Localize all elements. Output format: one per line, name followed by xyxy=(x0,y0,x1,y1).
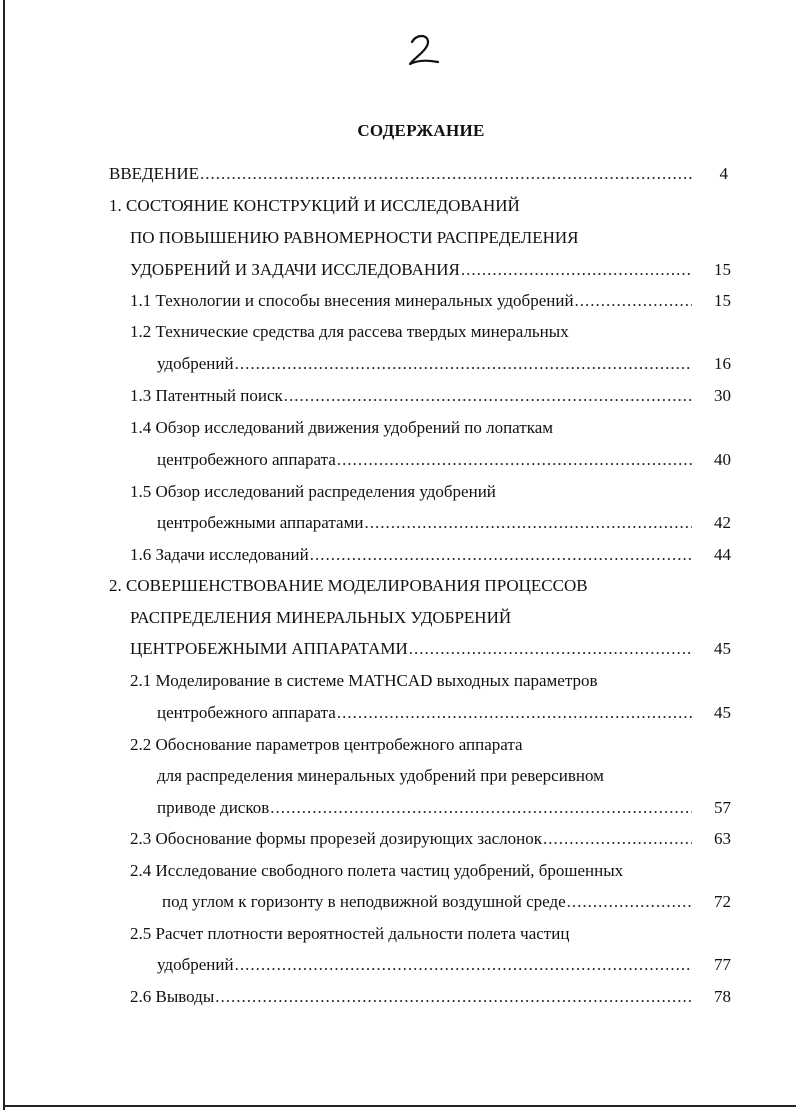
leader-dots xyxy=(543,827,692,851)
toc-entry-text: УДОБРЕНИЙ И ЗАДАЧИ ИССЛЕДОВАНИЯ xyxy=(130,260,460,279)
toc-entry[interactable] xyxy=(157,796,692,820)
toc-entry-text: удобрений xyxy=(157,354,234,373)
toc-entry-page: 57 xyxy=(714,798,731,817)
toc-entry-page: 63 xyxy=(714,829,731,848)
leader-dots xyxy=(235,352,692,376)
toc-entry-text: 1.5 Обзор исследований распределения удобрений xyxy=(130,482,496,501)
toc-entry[interactable] xyxy=(109,162,692,186)
toc-entry-text: 1.1 Технологии и способы внесения минеральных удобрений xyxy=(130,291,574,310)
toc-entry-page: 45 xyxy=(714,703,731,722)
leader-dots xyxy=(409,637,692,661)
toc-entry[interactable] xyxy=(130,922,710,946)
toc-entry[interactable] xyxy=(130,289,692,313)
toc-entry-page: 78 xyxy=(714,987,731,1006)
toc-entry-page: 45 xyxy=(714,639,731,658)
toc-entry-text: 2.1 Моделирование в системе MATHCAD выходных параметров xyxy=(130,671,598,690)
toc-entry[interactable] xyxy=(130,226,710,250)
toc-entry-page: 4 xyxy=(719,164,728,183)
toc-entry-page: 42 xyxy=(714,513,731,532)
toc-entry-page: 72 xyxy=(714,892,731,911)
toc-entry[interactable] xyxy=(130,859,730,883)
toc-entry-text: приводе дисков xyxy=(157,798,270,817)
page-bottom-border xyxy=(3,1105,796,1107)
toc-entry[interactable] xyxy=(130,543,692,567)
toc-entry-text: центробежными аппаратами xyxy=(157,513,364,532)
leader-dots xyxy=(270,796,692,820)
toc-entry[interactable] xyxy=(130,637,692,661)
leader-dots xyxy=(337,701,692,725)
toc-entry-page: 44 xyxy=(714,545,731,564)
toc-entry-text: 2.2 Обоснование параметров центробежного аппарата xyxy=(130,735,523,754)
toc-entry[interactable] xyxy=(157,764,717,788)
toc-entry[interactable] xyxy=(162,890,692,914)
leader-dots xyxy=(200,162,692,186)
toc-entry[interactable] xyxy=(130,416,710,440)
leader-dots xyxy=(235,953,692,977)
toc-entry[interactable] xyxy=(109,574,729,598)
leader-dots xyxy=(461,258,692,282)
toc-entry-text: 1.3 Патентный поиск xyxy=(130,386,283,405)
toc-entry-text: 2.4 Исследование свободного полета частиц удобрений, брошенных xyxy=(130,861,624,880)
toc-entry-text: центробежного аппарата xyxy=(157,703,336,722)
toc-entry[interactable] xyxy=(157,953,692,977)
toc-entry[interactable] xyxy=(130,733,710,757)
leader-dots xyxy=(284,384,692,408)
toc-entry-text: 2.3 Обоснование формы прорезей дозирующих заслонок xyxy=(130,829,543,848)
leader-dots xyxy=(310,543,692,567)
toc-entry-text: ЦЕНТРОБЕЖНЫМИ АППАРАТАМИ xyxy=(130,639,408,658)
toc-entry-text: 2.6 Выводы xyxy=(130,987,215,1006)
toc-entry[interactable] xyxy=(157,511,692,535)
toc-entry-text: 2.5 Расчет плотности вероятностей дальности полета частиц xyxy=(130,924,570,943)
page-left-border xyxy=(3,0,5,1110)
toc-entry[interactable] xyxy=(157,352,692,376)
toc-entry[interactable] xyxy=(130,606,710,630)
toc-entry-text: под углом к горизонту в неподвижной воздушной среде xyxy=(162,892,566,911)
toc-entry[interactable] xyxy=(130,258,692,282)
toc-entry-text: ПО ПОВЫШЕНИЮ РАВНОМЕРНОСТИ РАСПРЕДЕЛЕНИЯ xyxy=(130,228,579,247)
toc-entry-text: ВВЕДЕНИЕ xyxy=(109,164,199,183)
toc-entry-text: 1.6 Задачи исследований xyxy=(130,545,309,564)
toc-entry-page: 77 xyxy=(714,955,731,974)
toc-entry-text: 2. СОВЕРШЕНСТВОВАНИЕ МОДЕЛИРОВАНИЯ ПРОЦЕССОВ xyxy=(109,576,588,595)
leader-dots xyxy=(364,511,692,535)
toc-entry-page: 16 xyxy=(714,354,731,373)
handwritten-page-number xyxy=(404,30,444,70)
toc-entry-text: 1. СОСТОЯНИЕ КОНСТРУКЦИЙ И ИССЛЕДОВАНИЙ xyxy=(109,196,520,215)
toc-entry[interactable] xyxy=(130,480,710,504)
toc-entry-page: 15 xyxy=(714,291,731,310)
toc-entry-text: РАСПРЕДЕЛЕНИЯ МИНЕРАЛЬНЫХ УДОБРЕНИЙ xyxy=(130,608,512,627)
toc-entry[interactable] xyxy=(130,827,692,851)
toc-entry-text: центробежного аппарата xyxy=(157,450,336,469)
toc-entry[interactable] xyxy=(157,701,692,725)
leader-dots xyxy=(575,289,692,313)
toc-entry[interactable] xyxy=(109,194,709,218)
toc-entry-text: для распределения минеральных удобрений при реверсивном xyxy=(157,766,604,785)
toc-entry[interactable] xyxy=(130,384,692,408)
toc-entry[interactable] xyxy=(157,448,692,472)
toc-entry-text: удобрений xyxy=(157,955,234,974)
leader-dots xyxy=(337,448,692,472)
toc-entry[interactable] xyxy=(130,320,710,344)
toc-entry-page: 30 xyxy=(714,386,731,405)
leader-dots xyxy=(567,890,692,914)
toc-entry[interactable] xyxy=(130,985,692,1009)
toc-entry-text: 1.4 Обзор исследований движения удобрений по лопаткам xyxy=(130,418,554,437)
toc-entry-text: 1.2 Технические средства для рассева твердых минеральных xyxy=(130,322,569,341)
leader-dots xyxy=(215,985,692,1009)
toc-entry[interactable] xyxy=(130,669,710,693)
toc-entry-page: 15 xyxy=(714,260,731,279)
toc-entry-page: 40 xyxy=(714,450,731,469)
page-title: СОДЕРЖАНИЕ xyxy=(357,121,485,140)
